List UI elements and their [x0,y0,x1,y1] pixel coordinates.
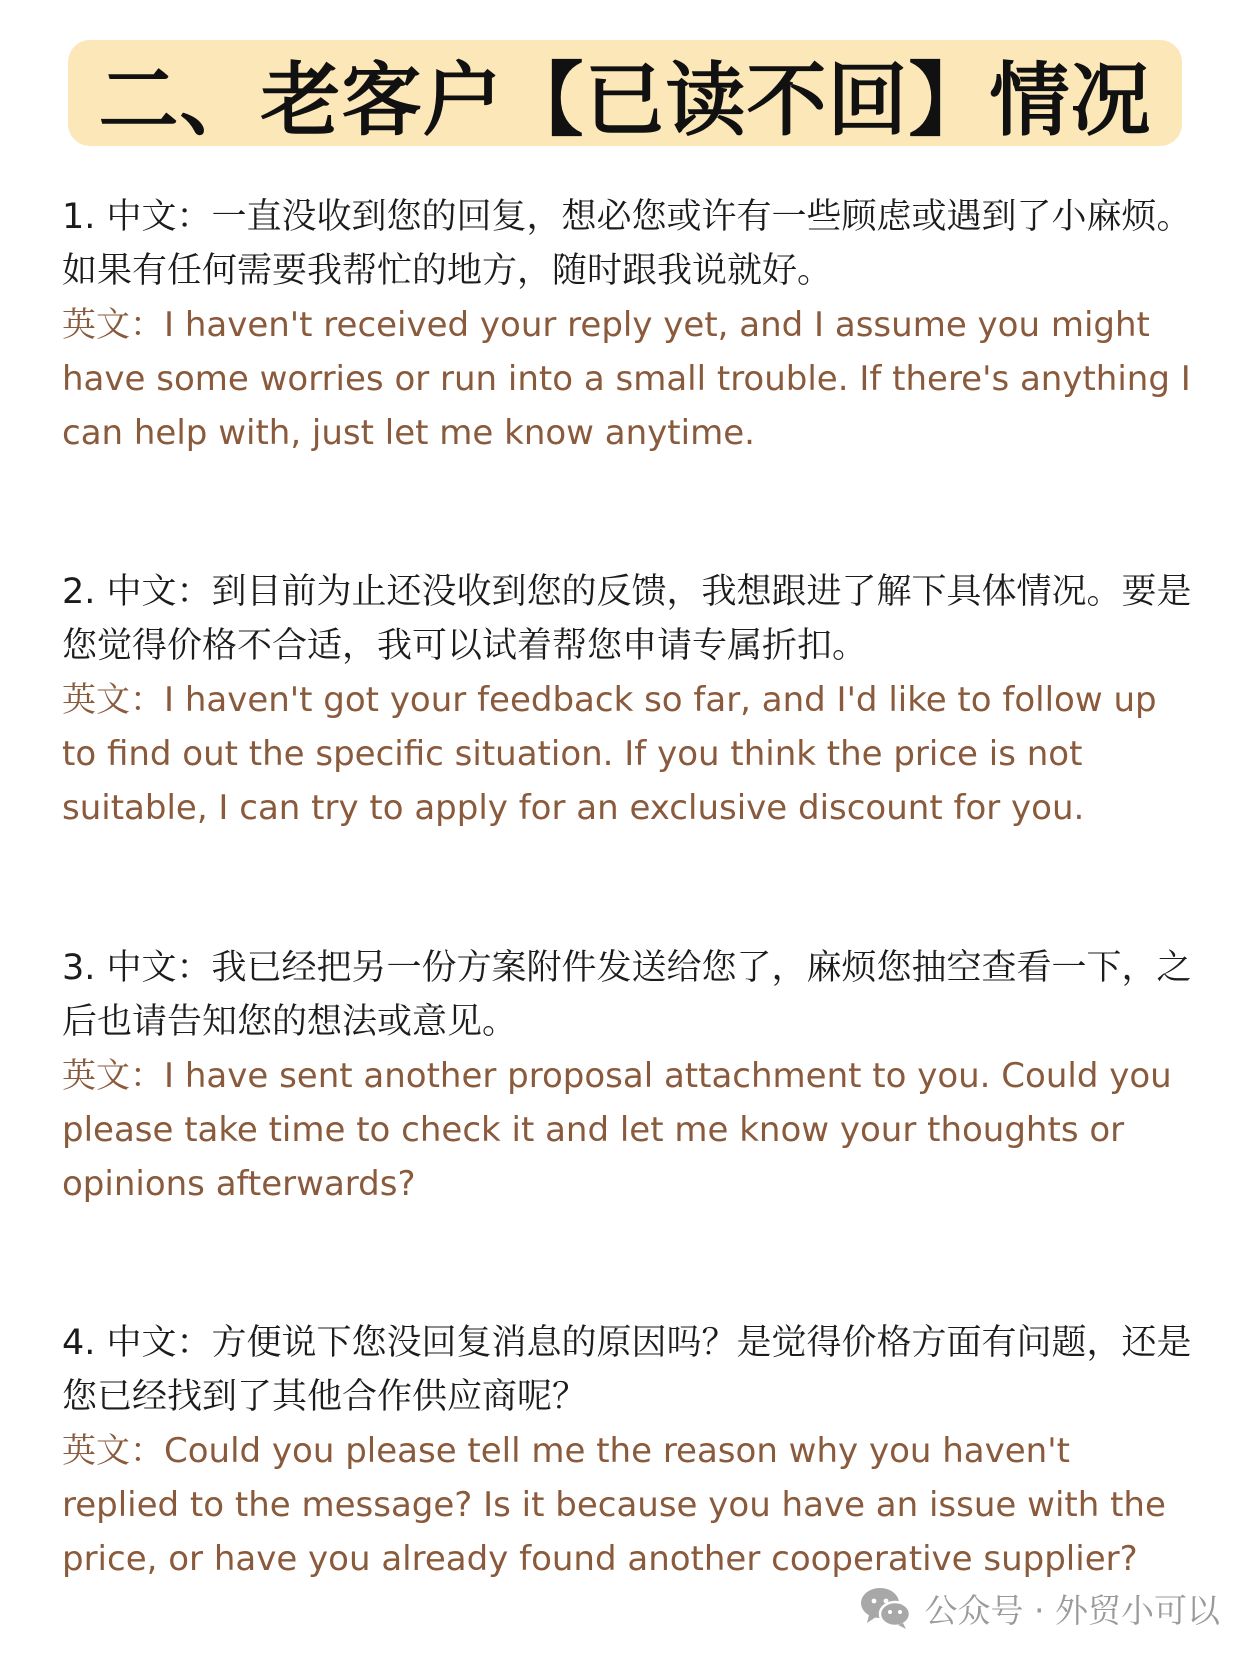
wechat-icon [859,1585,913,1631]
english-text: 英文：I have sent another proposal attachment to you. Could you please take time to check it and let me know your thoughts or opinions afterwards? [62,1056,1172,1204]
phrase-item-4 [62,1316,1192,1586]
watermark [859,1580,1220,1636]
page-title: 二、老客户【已读不回】情况 [98,52,1152,147]
english-text: 英文：I haven't got your feedback so far, and I'd like to follow up to find out the specific situation. If you think the price is not suitable, I can try to apply for an exclusive discount for you. [62,680,1157,828]
chinese-text: 3. 中文：我已经把另一份方案附件发送给您了，麻烦您抽空查看一下，之后也请告知您的想法或意见。 [62,948,1192,1042]
title-banner [68,40,1182,146]
chinese-text: 4. 中文：方便说下您没回复消息的原因吗？是觉得价格方面有问题，还是您已经找到了其他合作供应商呢？ [62,1323,1192,1417]
english-text: 英文：I haven't received your reply yet, and I assume you might have some worries or run into a small trouble. If there's anything I can help with, just let me know anytime. [62,305,1191,453]
english-text: 英文：Could you please tell me the reason why you haven't replied to the message? Is it because you have an issue with the price, or have you already found another cooperative supplier? [62,1431,1166,1579]
phrase-item-2 [62,565,1192,835]
phrase-item-3 [62,941,1192,1211]
phrase-item-1 [62,190,1192,460]
watermark-text: 公众号 · 外贸小可以 [924,1590,1220,1630]
chinese-text: 1. 中文：一直没收到您的回复，想必您或许有一些顾虑或遇到了小麻烦。如果有任何需要我帮忙的地方，随时跟我说就好。 [62,197,1192,291]
chinese-text: 2. 中文：到目前为止还没收到您的反馈，我想跟进了解下具体情况。要是您觉得价格不合适，我可以试着帮您申请专属折扣。 [62,572,1192,666]
